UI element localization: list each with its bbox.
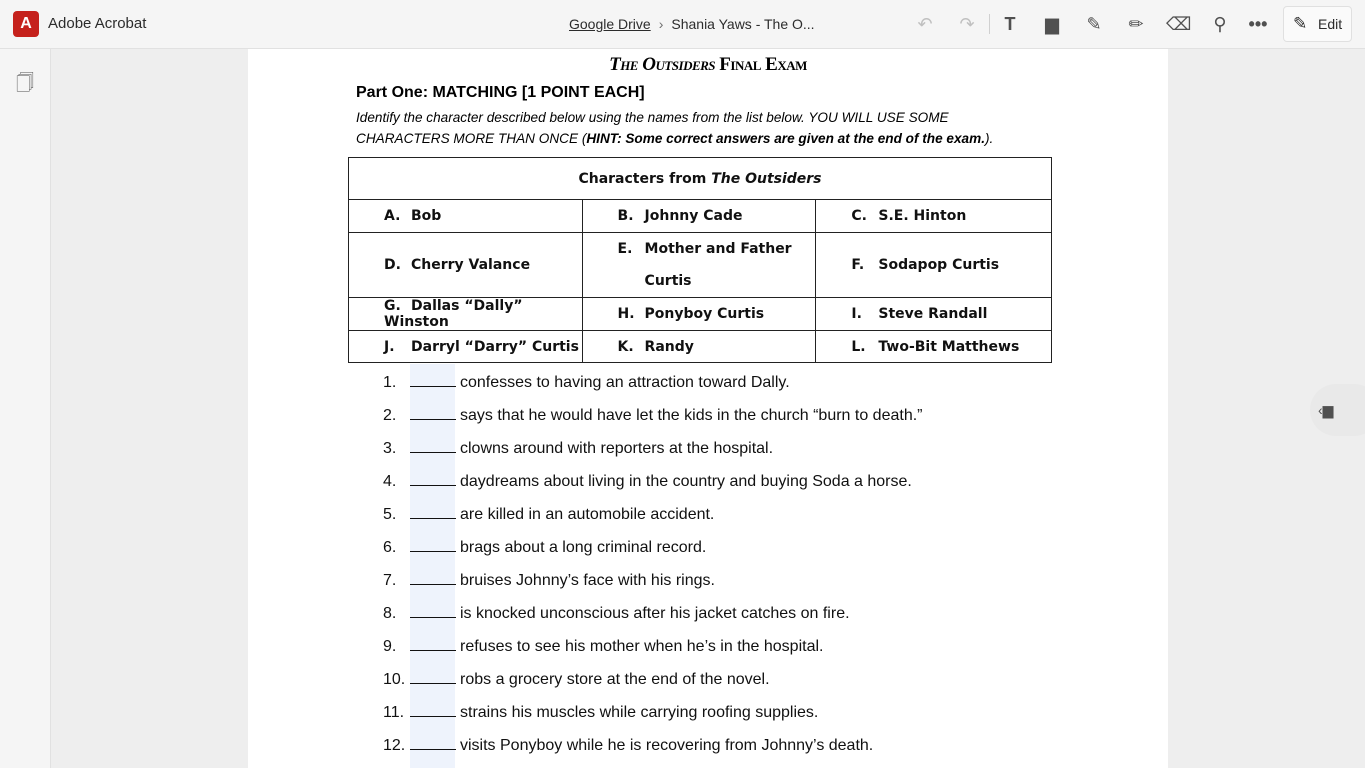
question-item — [356, 538, 706, 558]
question-text: is knocked unconscious after his jacket catches on fire. — [460, 605, 850, 622]
header-book: The Outsiders — [711, 170, 822, 187]
character-cell — [816, 200, 1052, 233]
character-name: Steve Randall — [878, 306, 988, 322]
character-letter: I. — [851, 306, 862, 322]
answer-field[interactable] — [410, 571, 456, 585]
question-number: 4. — [383, 473, 397, 490]
question-item — [356, 439, 773, 459]
more-options-icon[interactable]: ••• — [1248, 14, 1268, 34]
question-text: daydreams about living in the country and buying Soda a horse. — [460, 473, 912, 490]
character-cell — [349, 233, 583, 298]
character-letter: B. — [617, 208, 634, 224]
answer-field[interactable] — [410, 505, 456, 519]
question-number: 11. — [383, 704, 405, 721]
question-number: 5. — [383, 506, 397, 523]
character-name: Cherry Valance — [411, 257, 531, 273]
question-text: brags about a long criminal record. — [460, 539, 707, 556]
character-name: Ponyboy Curtis — [644, 306, 765, 322]
character-letter: D. — [384, 257, 401, 273]
question-text: robs a grocery store at the end of the novel. — [460, 671, 770, 688]
question-item — [348, 670, 770, 690]
table-row — [349, 200, 1052, 233]
toolbar-divider — [989, 14, 990, 34]
edit-button[interactable] — [1283, 6, 1352, 42]
question-number: 10. — [383, 671, 406, 688]
left-rail — [0, 49, 51, 768]
question-text: are killed in an automobile accident. — [460, 506, 715, 523]
answer-field[interactable] — [410, 538, 456, 552]
draw-pencil-icon[interactable]: ✏ — [1128, 14, 1144, 34]
chevron-left-icon: ‹ — [1318, 402, 1323, 418]
question-number: 3. — [383, 440, 397, 457]
top-bar — [0, 0, 1365, 49]
table-row — [349, 298, 1052, 331]
eraser-icon[interactable]: ⌫ — [1166, 14, 1192, 34]
question-number: 12. — [383, 737, 406, 754]
question-number: 1. — [383, 374, 397, 391]
character-name: Randy — [644, 338, 694, 355]
question-number: 7. — [383, 572, 397, 589]
character-cell — [582, 298, 816, 331]
question-text: refuses to see his mother when he’s in the hospital. — [460, 638, 824, 655]
question-text: clowns around with reporters at the hospital. — [460, 440, 774, 457]
character-name: Darryl “Darry” Curtis — [411, 338, 579, 355]
answer-field[interactable] — [410, 736, 456, 750]
page-title — [248, 54, 1168, 76]
answer-field[interactable] — [410, 472, 456, 486]
character-name: Two-Bit Matthews — [878, 338, 1020, 355]
character-cell — [582, 200, 816, 233]
breadcrumb — [569, 16, 815, 32]
character-cell — [582, 233, 816, 298]
question-number: 9. — [383, 638, 397, 655]
question-number: 8. — [383, 605, 397, 622]
character-letter: C. — [851, 208, 867, 224]
character-name: Johnny Cade — [644, 208, 743, 224]
character-letter: J. — [384, 338, 395, 355]
character-name: Bob — [411, 208, 442, 224]
character-name: S.E. Hinton — [878, 208, 967, 224]
characters-table — [348, 157, 1052, 363]
table-row — [349, 331, 1052, 363]
title-exam: Final Exam — [719, 54, 807, 75]
comment-icon[interactable]: ▆ — [1045, 14, 1059, 34]
character-letter: H. — [617, 306, 635, 322]
comment-icon: ▆ — [1322, 402, 1334, 418]
character-cell — [816, 331, 1052, 363]
question-item — [356, 571, 715, 591]
question-text: bruises Johnny’s face with his rings. — [460, 572, 715, 589]
redo-icon[interactable]: ↷ — [959, 14, 975, 34]
add-text-icon[interactable]: T — [1004, 14, 1016, 34]
answer-field[interactable] — [410, 670, 456, 684]
question-item — [348, 703, 818, 723]
pages-thumbnail-icon[interactable]: 🗍 — [16, 73, 34, 93]
character-letter: G. — [384, 298, 401, 314]
question-item — [356, 604, 850, 624]
character-cell — [349, 298, 583, 331]
question-item — [356, 472, 912, 492]
answer-field[interactable] — [410, 637, 456, 651]
question-number: 2. — [383, 407, 397, 424]
answer-field[interactable] — [410, 604, 456, 618]
question-item — [348, 736, 873, 756]
breadcrumb-google-drive[interactable]: Google Drive — [569, 16, 651, 32]
question-number: 6. — [383, 539, 397, 556]
app-name: Adobe Acrobat — [48, 15, 147, 32]
character-cell — [349, 200, 583, 233]
part-heading: Part One: MATCHING [1 POINT EACH] — [356, 84, 645, 101]
search-icon[interactable]: ⚲ — [1213, 14, 1227, 34]
question-text: visits Ponyboy while he is recovering from Johnny’s death. — [460, 737, 874, 754]
instr-end: ). — [984, 131, 994, 146]
pdf-page — [248, 49, 1168, 768]
character-letter: K. — [617, 338, 634, 355]
question-item — [356, 505, 714, 525]
header-text: Characters from — [578, 170, 712, 187]
character-letter: E. — [617, 241, 633, 257]
acrobat-logo-icon: A — [13, 11, 39, 37]
question-text: confesses to having an attraction toward Dally. — [460, 374, 790, 391]
title-book: The Outsiders — [609, 54, 716, 75]
instructions — [356, 107, 1046, 149]
chevron-right-icon: › — [658, 16, 664, 32]
breadcrumb-current-file: Shania Yaws - The O... — [671, 16, 815, 32]
instr-text: Identify the character described below using the names from the list below. YOU WILL USE SOME CHARACTERS MORE THAN ONCE ( — [356, 110, 949, 146]
answer-field[interactable] — [410, 439, 456, 453]
table-header — [349, 158, 1052, 200]
edit-label: Edit — [1318, 16, 1343, 32]
character-cell — [349, 331, 583, 363]
character-cell — [816, 298, 1052, 331]
character-letter: F. — [851, 257, 865, 273]
undo-icon[interactable]: ↶ — [917, 14, 933, 34]
answer-field[interactable] — [410, 406, 456, 420]
character-name: Sodapop Curtis — [878, 257, 1000, 273]
question-text: strains his muscles while carrying roofing supplies. — [460, 704, 819, 721]
table-row — [349, 233, 1052, 298]
character-letter: L. — [851, 338, 866, 355]
character-name: Dallas “Dally” Winston — [384, 298, 523, 330]
question-item — [356, 373, 790, 393]
answer-field[interactable] — [410, 703, 456, 717]
instr-hint: HINT: Some correct answers are given at the end of the exam. — [586, 131, 985, 146]
question-item — [356, 406, 923, 426]
character-letter: A. — [384, 208, 401, 224]
question-item — [356, 637, 823, 657]
edit-icon: ✎ — [1293, 14, 1308, 33]
character-cell — [582, 331, 816, 363]
character-cell — [816, 233, 1052, 298]
answer-field[interactable] — [410, 373, 456, 387]
comments-panel-toggle[interactable] — [1310, 384, 1365, 436]
highlight-icon[interactable]: ✎ — [1086, 14, 1102, 34]
character-name: Mother and Father Curtis — [644, 241, 792, 289]
question-text: says that he would have let the kids in the church “burn to death.” — [460, 407, 923, 424]
